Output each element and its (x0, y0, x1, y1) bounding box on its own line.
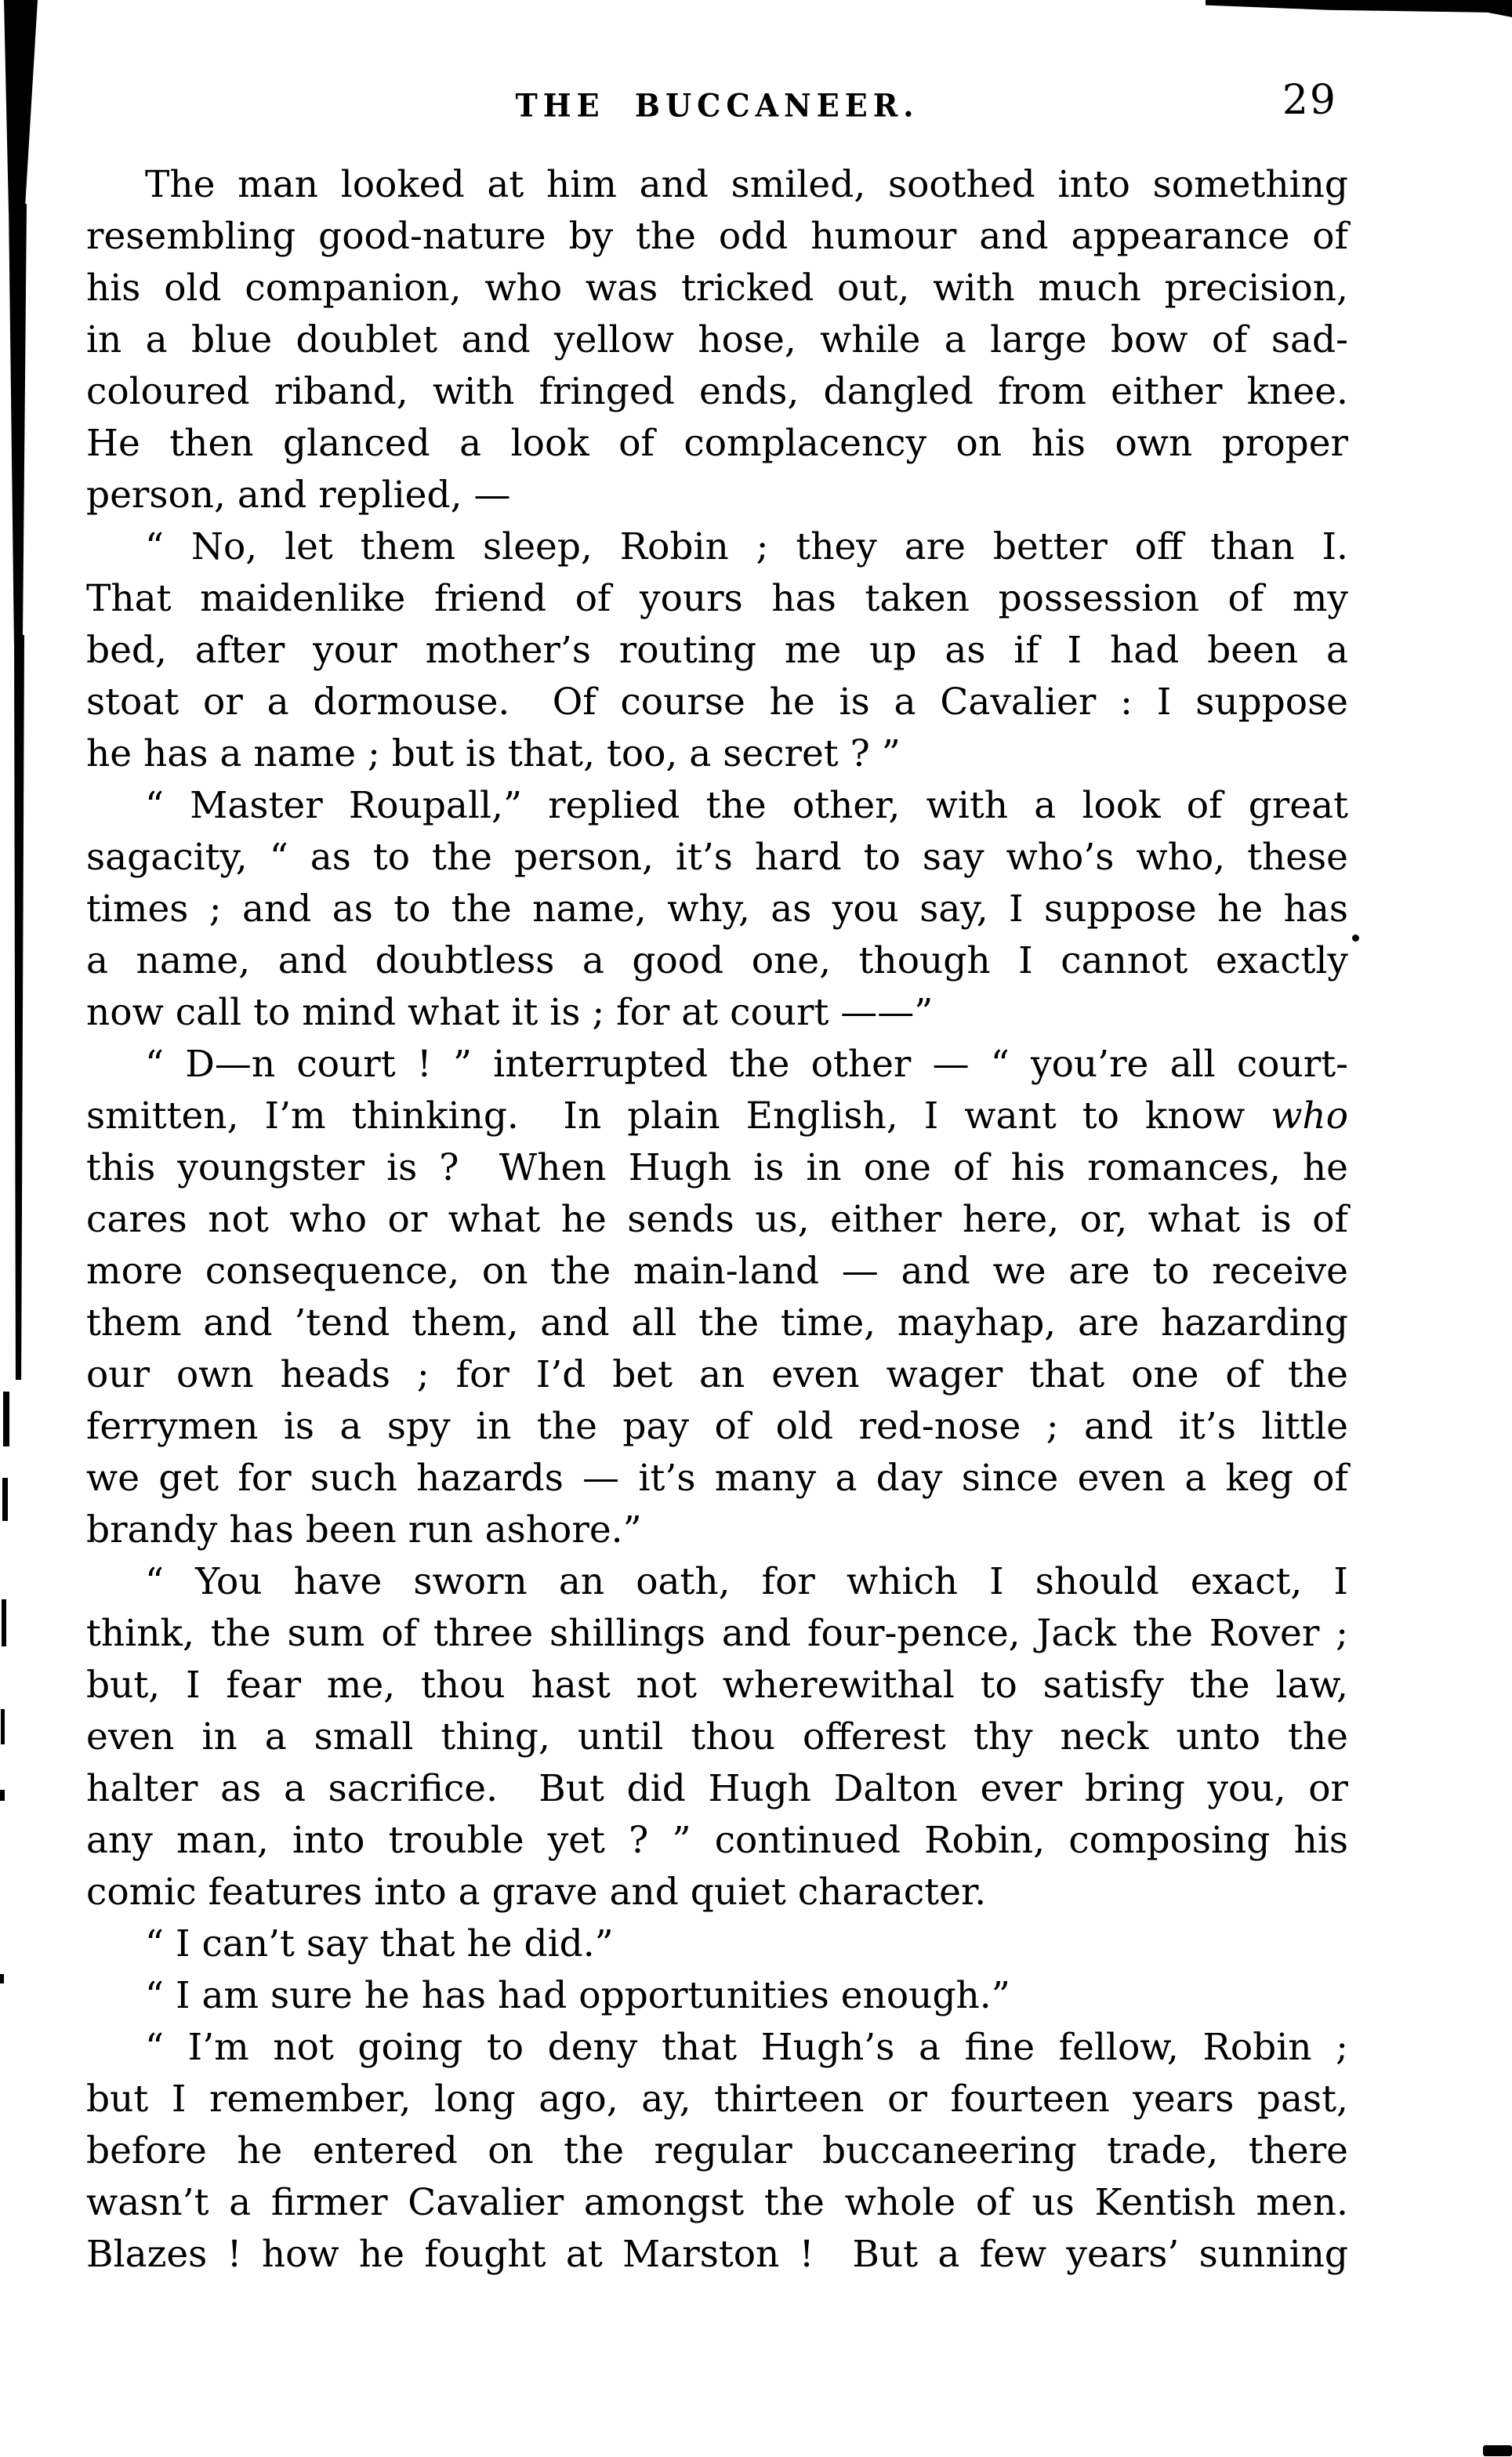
text-line (86, 677, 1348, 728)
scan-gutter-dash (2, 1599, 6, 1646)
text-line (86, 1297, 1348, 1349)
text-line (86, 780, 1348, 832)
text-segment: “ I’m not going to deny that Hugh’s a fine fellow, Robin ; (145, 2026, 1348, 2069)
scan-gutter-dash (2, 1478, 8, 1521)
text-line (86, 573, 1348, 625)
text-segment: before he entered on the regular buccaneering trade, there (86, 2129, 1348, 2172)
text-segment: smitten, I’m thinking. In plain English, I want to know (86, 1094, 1271, 1138)
running-title: THE BUCCANEER. (515, 86, 919, 125)
scan-tick-left (0, 1790, 5, 1801)
text-line (86, 263, 1348, 314)
scan-gutter-dash (1, 1709, 5, 1744)
scan-tick-left (0, 1974, 4, 1983)
text-segment: ferrymen is a spy in the pay of old red-nose ; and it’s little (86, 1405, 1348, 1448)
text-line (86, 470, 1348, 521)
text-line (86, 1763, 1348, 1815)
text-line (86, 1867, 1348, 1918)
text-segment: “ No, let them sleep, Robin ; they are better off than I. (145, 525, 1348, 568)
text-line (86, 1349, 1348, 1401)
text-segment: we get for such hazards — it’s many a day since even a keg of (86, 1457, 1348, 1500)
text-segment: halter as a sacrifice. But did Hugh Dalton ever bring you, or (86, 1767, 1348, 1810)
text-line (86, 1556, 1348, 1608)
text-segment: more consequence, on the main-land — and we are to receive (86, 1250, 1348, 1293)
text-line (86, 832, 1348, 884)
text-line (86, 625, 1348, 677)
text-segment: now call to mind what it is ; for at court ——” (86, 991, 934, 1034)
text-line (86, 987, 1348, 1039)
text-segment: in a blue doublet and yellow hose, while a large bow of sad- (86, 318, 1348, 361)
text-segment: “ I can’t say that he did.” (145, 1922, 614, 1965)
text-segment: “ Master Roupall,” replied the other, with a look of great (145, 784, 1348, 827)
text-segment: bed, after your mother’s routing me up as if I had been a (86, 629, 1348, 672)
text-segment: “ D—n court ! ” interrupted the other — “ you’re all court- (145, 1043, 1348, 1086)
text-segment: he has a name ; but is that, too, a secret ? ” (86, 732, 901, 775)
text-segment: them and ’tend them, and all the time, mayhap, are hazarding (86, 1301, 1348, 1345)
text-segment: brandy has been run ashore.” (86, 1508, 642, 1552)
text-line (86, 2125, 1348, 2177)
text-segment: comic features into a grave and quiet character. (86, 1871, 987, 1914)
text-line (86, 1970, 1348, 2022)
text-line (86, 1194, 1348, 1246)
text-line (86, 1039, 1348, 1091)
text-segment: person, and replied, — (86, 474, 511, 517)
scan-gutter-shadow-top (4, 0, 38, 212)
text-segment: times ; and as to the name, why, as you say, I suppose he has (86, 887, 1348, 931)
text-segment: That maidenlike friend of yours has taken possession of my (86, 577, 1348, 620)
text-line (86, 1091, 1348, 1142)
text-line (86, 2074, 1348, 2125)
text-segment: our own heads ; for I’d bet an even wager that one of the (86, 1353, 1348, 1396)
text-segment: coloured riband, with fringed ends, dangled from either knee. (86, 370, 1348, 413)
text-line (86, 2022, 1348, 2074)
text-line (86, 1504, 1348, 1556)
scan-gutter-shadow-middle (9, 204, 27, 643)
text-line (86, 1918, 1348, 1970)
page-header (86, 77, 1348, 141)
page-body (86, 159, 1348, 2281)
text-segment: stoat or a dormouse. Of course he is a Cavalier : I suppose (86, 680, 1348, 724)
text-line (86, 1608, 1348, 1660)
text-line (86, 1815, 1348, 1867)
text-segment: The man looked at him and smiled, soothed into something (145, 163, 1348, 206)
text-line (86, 418, 1348, 470)
page-number: 29 (1282, 77, 1337, 124)
text-segment: Blazes ! how he fought at Marston ! But a few years’ sunning (86, 2233, 1348, 2276)
text-segment: but, I fear me, thou hast not wherewithal to satisfy the law, (86, 1664, 1348, 1707)
text-segment: any man, into trouble yet ? ” continued Robin, composing his (86, 1819, 1348, 1862)
text-segment: “ I am sure he has had opportunities enough.” (145, 1974, 1010, 2017)
text-segment: sagacity, “ as to the person, it’s hard to say who’s who, these (86, 836, 1348, 879)
text-line (86, 2177, 1348, 2229)
scan-gutter-shadow-lower (14, 635, 24, 1380)
text-line (86, 884, 1348, 935)
text-segment: this youngster is ? When Hugh is in one of his romances, he (86, 1146, 1348, 1189)
text-line (86, 521, 1348, 573)
text-line (86, 314, 1348, 366)
text-line (86, 1246, 1348, 1297)
text-line (86, 935, 1348, 987)
text-segment: He then glanced a look of complacency on his own proper (86, 422, 1348, 465)
scan-speck-dot (1352, 935, 1359, 942)
text-segment: even in a small thing, until thou offerest thy neck unto the (86, 1715, 1348, 1758)
text-line (86, 1711, 1348, 1763)
text-segment: a name, and doubtless a good one, though I cannot exactly (86, 939, 1348, 982)
text-segment: resembling good-nature by the odd humour and appearance of (86, 215, 1348, 258)
text-line (86, 159, 1348, 211)
text-segment: cares not who or what he sends us, either here, or, what is of (86, 1198, 1348, 1241)
scan-edge-shadow-top-right (1206, 0, 1512, 17)
text-line (86, 1401, 1348, 1453)
text-line (86, 2229, 1348, 2281)
text-segment: think, the sum of three shillings and four-pence, Jack the Rover ; (86, 1612, 1348, 1655)
text-segment: but I remember, long ago, ay, thirteen or fourteen years past, (86, 2078, 1348, 2121)
text-line (86, 728, 1348, 780)
scan-smudge-bottom-right (1483, 2445, 1512, 2456)
text-line (86, 1453, 1348, 1504)
italic-text: who (1271, 1094, 1348, 1138)
text-line (86, 211, 1348, 263)
text-segment: his old companion, who was tricked out, with much precision, (86, 267, 1348, 310)
scan-gutter-dash (3, 1392, 9, 1446)
text-line (86, 366, 1348, 418)
text-segment: wasn’t a firmer Cavalier amongst the whole of us Kentish men. (86, 2181, 1348, 2224)
text-line (86, 1660, 1348, 1711)
text-segment: “ You have sworn an oath, for which I should exact, I (145, 1560, 1348, 1603)
text-line (86, 1142, 1348, 1194)
